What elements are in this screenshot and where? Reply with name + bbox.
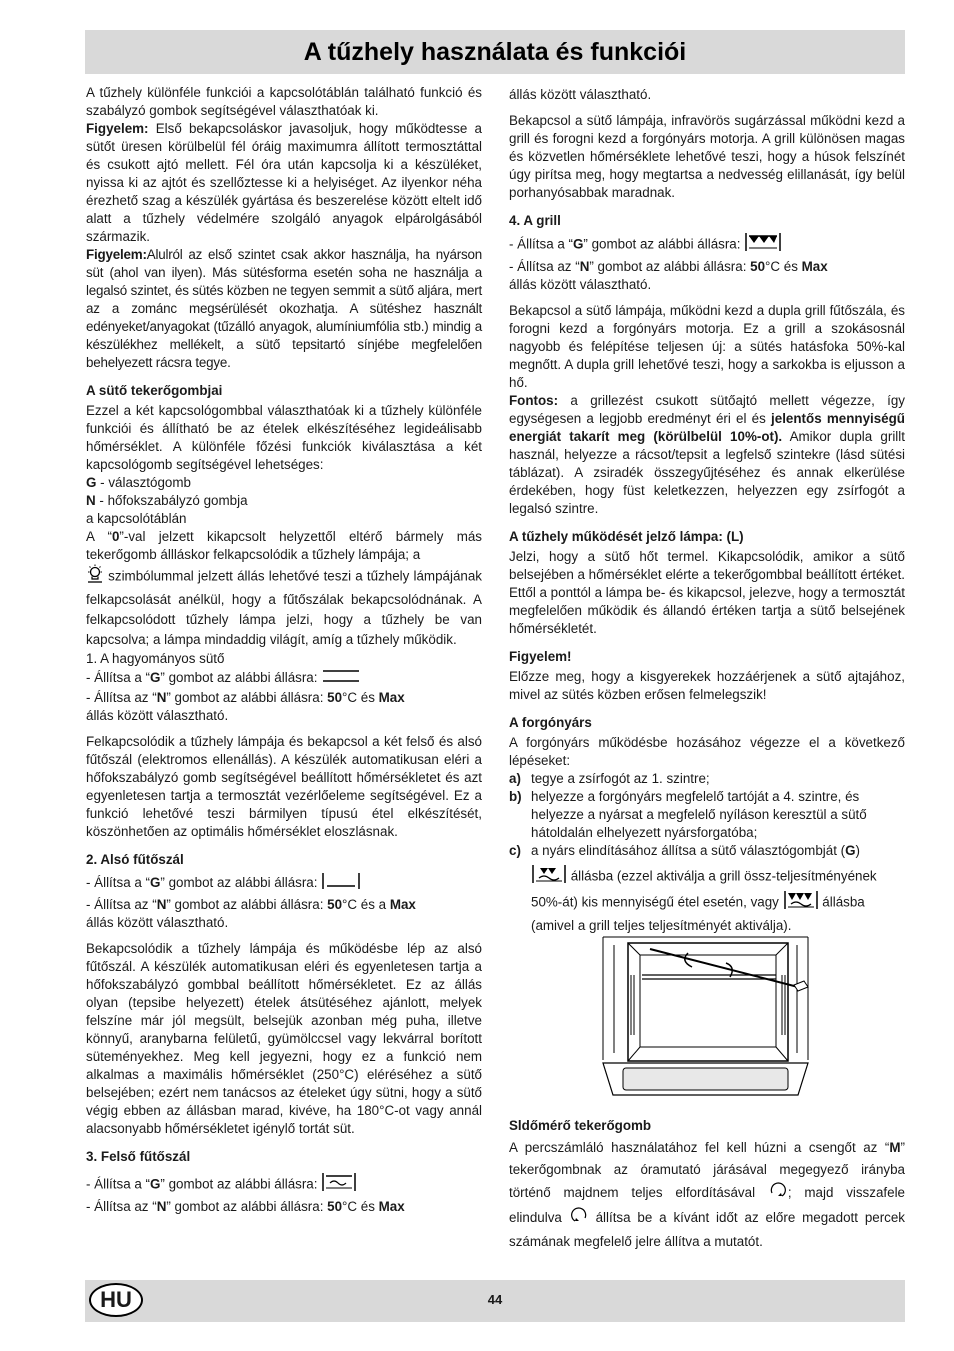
section-2-g-setting	[86, 871, 482, 896]
s4-n-50: 50	[750, 259, 766, 274]
s2-n-bold: N	[156, 897, 167, 912]
conventional-oven-icon	[321, 668, 361, 689]
knob-g-letter: G	[86, 475, 97, 490]
section-1-g-setting	[86, 668, 482, 689]
s1-n-50: 50	[327, 690, 343, 705]
s1-n-bold: N	[156, 690, 167, 705]
lamp-description: Jelzi, hogy a sütő hőt termel. Kikapcsolódik, amikor a sütő belsejében a hőmérséklet elérte a tekerőgombbal beállított értéket. Ettől a ponttól a lámpa be- és kikapcsol, jelezve, hogy a termosztát megfelelően működik és állandó értéken tartja a sütő belsejének hőmérsékletét.	[509, 549, 906, 636]
s1-n-deg: °C és	[342, 690, 379, 705]
s2-n-50: 50	[327, 897, 343, 912]
s4-n-max: Max	[801, 259, 828, 274]
list-item	[509, 770, 905, 788]
grill-full-icon	[783, 890, 819, 916]
timer-heading: Sldőmérő tekerőgomb	[509, 1118, 652, 1133]
s3-g-bold: G	[150, 1176, 161, 1192]
spit-c-bold: G	[845, 843, 856, 858]
section-3-description: Bekapcsol a sütő lámpája, infravörös sugárzással működni kezd a grill és forogni kezd a forgónyárs motorja. A grill különösen magas és közvetlen hőmérséklete lehetővé teszi, hogy a húsok felszínét úgy pirítsa meg, hogy megtartsa a nedvesség elillanását, így belül porhanyósabbak maradnak.	[509, 113, 905, 200]
section-2-range: állás között választható.	[86, 915, 229, 930]
s4-n-mid: ” gombot az alábbi állásra:	[589, 259, 751, 274]
section-3-g-setting	[86, 1172, 482, 1198]
s1-n-mid: ” gombot az alábbi állásra:	[166, 690, 328, 705]
footer-bar	[85, 1280, 905, 1322]
warning-first-use	[86, 120, 482, 246]
page-title: A tűzhely használata és funkciói	[303, 37, 687, 66]
knob-n-letter: N	[86, 493, 96, 508]
s4-g-post: ” gombot az alábbi állásra:	[583, 236, 741, 252]
section-4-description: Bekapcsol a sütő lámpája, működni kezd a dupla grill fűtőszála, és forogni kezd a forgónyárs motorja. Ez a grill a szokásosnál nagyobb és felépítése teljesen új: a sütés hatásfoka 50%-kal megnőtt. A dupla grill lehetővé teszi, hogy a sarkokba is eljusson a hő.	[509, 303, 905, 390]
clockwise-arrow-icon	[768, 1181, 788, 1206]
intro-text: A tűzhely különféle funkciói a kapcsolótáblán található funkció és szabályzó gombok segítségével választhatóak ki.	[86, 85, 482, 118]
important-label: Fontos:	[509, 393, 559, 408]
top-element-icon	[321, 1172, 357, 1198]
section-1-n-setting	[86, 689, 482, 707]
section-4-n-setting	[509, 258, 905, 276]
knob-g-text: - választógomb	[96, 475, 191, 490]
section-2-heading: 2. Alsó fűtőszál	[86, 852, 184, 867]
section-2-description: Bekapcsolódik a tűzhely lámpája és működésbe lép az alsó fűtőszál. A készülék automatikusan eléri és egyenletesen tartja a hőfokszabályzó gombbal beállított hőmérsékletet. Ez az állás olyan (tepsibe helyezett) ételek átsütéséhez ajánlott, melyek felszíne már jól megsült, belsejük azonban még puha, illetve könnyű, aranybarna felületű, gyümölccsel vagy lekvárral borított süteményekhez. Meg kell jegyezni, hogy ez a funkció nem alkalmas a maximális hőmérséklet (250°C) eléréséhez a sütő belsejében; ezért nem tanácsos az ételeket úgy sütni, hogy a sütő végig ebben az állásban marad, kivéve, ha 180°C-ot vagy annál alacsonyabb hőmérsékletet igénylő tortát süt.	[86, 941, 482, 1136]
warning-label: Figyelem:	[86, 247, 147, 262]
timer-a: A percszámláló használatához fel kell húzni a csengőt az “	[509, 1140, 890, 1155]
timer-b: ” tekerőgombnak az óramutató járásával megegyező irányba történő majdnem teljes elfordításával	[509, 1140, 905, 1201]
zero-bold: 0	[111, 529, 120, 544]
spit-c2a: állásba (ezzel aktiválja a grill össz-teljesítményének 50%-át) kis mennyiségű étel esetén, vagy	[531, 868, 877, 910]
s4-g-pre: - Állítsa a “	[509, 236, 573, 252]
warning-heading: Figyelem!	[509, 649, 572, 664]
warning-description: Előzze meg, hogy a kisgyerekek hozzáérjenek a sütő ajtajához, mivel az sütés közben erősen felmelegszik!	[509, 669, 905, 702]
s3-g-post: ” gombot az alábbi állásra:	[160, 1176, 318, 1192]
s1-g-pre: - Állítsa a “	[86, 670, 150, 686]
counterclockwise-arrow-icon	[569, 1206, 589, 1231]
double-grill-icon	[744, 232, 782, 258]
s1-g-post: ” gombot az alábbi állásra:	[160, 670, 318, 686]
s3-g-pre: - Állítsa a “	[86, 1176, 150, 1192]
bottom-element-icon	[321, 871, 361, 896]
s2-n-deg: °C és a	[342, 897, 390, 912]
s3-n-max: Max	[378, 1199, 405, 1214]
timer-section	[509, 1117, 905, 1253]
list-item-text: tegye a zsírfogót az 1. szintre;	[531, 771, 710, 786]
list-item-text: helyezze a forgónyárs megfelelő tartóját a 4. szintre, és helyezze a nyársat a megfelelő nyíláson keresztül a sütő hátoldalán elhelyezett nyársforgatóba;	[531, 789, 867, 840]
important-text-1: a grillezést csukott sütőajtó mellett végezze, így egységesen a legjobb eredményt éri el és	[509, 393, 905, 426]
zero-text: ”-val jelzett kikapcsolt helyzettől eltérő bármely más tekerőgomb állláskor felkapcsolódik a tűzhely lámpája; a	[86, 529, 482, 562]
section-3-heading: 3. Felső fűtőszál	[86, 1149, 191, 1164]
list-item	[509, 788, 905, 842]
timer-m: M	[889, 1140, 901, 1155]
s4-g-bold: G	[573, 236, 584, 252]
page-number: 44	[487, 1292, 503, 1307]
rotisserie-oven-illustration	[598, 935, 813, 1100]
s3-n-pre: - Állítsa az “	[86, 1199, 157, 1214]
rotisserie-heading: A forgónyárs	[509, 715, 592, 730]
s2-n-mid: ” gombot az alábbi állásra:	[166, 897, 328, 912]
rotisserie-intro: A forgónyárs működésbe hozásához végezze el a következő lépéseket:	[509, 735, 905, 768]
knob-n-line	[86, 492, 482, 510]
timer-text	[509, 1137, 905, 1253]
section-3-range: állás között választható.	[509, 87, 652, 102]
s2-g-post: ” gombot az alábbi állásra:	[160, 875, 318, 891]
s3-n-mid: ” gombot az alábbi állásra:	[166, 1199, 328, 1214]
knob-panel: a kapcsolótáblán	[86, 511, 187, 526]
lamp-symbol-text	[86, 564, 482, 650]
right-column	[509, 86, 905, 936]
s2-g-bold: G	[150, 875, 161, 891]
s1-n-pre: - Állítsa az “	[86, 690, 157, 705]
section-2-n-setting	[86, 896, 482, 914]
list-item-label: c)	[509, 843, 521, 858]
s3-n-deg: °C és	[342, 1199, 379, 1214]
section-1-range: állás között választható.	[86, 708, 229, 723]
section-4-range: állás között választható.	[509, 277, 652, 292]
s1-n-max: Max	[378, 690, 405, 705]
s4-n-pre: - Állítsa az “	[509, 259, 580, 274]
list-item	[509, 842, 905, 860]
left-column	[86, 84, 482, 1216]
lamp-symbol-icon	[86, 564, 104, 590]
lamp-heading: A tűzhely működését jelző lámpa: (L)	[509, 529, 744, 544]
warning-label: Figyelem:	[86, 121, 149, 136]
s2-n-max: Max	[389, 897, 416, 912]
knob-g-line	[86, 474, 482, 492]
list-item-label: b)	[509, 789, 522, 804]
zero-pre: A “	[86, 529, 112, 544]
grill-half-icon	[531, 864, 567, 890]
knob-n-text: - hőfokszabályzó gombja	[95, 493, 248, 508]
section-4-g-setting	[509, 232, 905, 258]
s3-n-50: 50	[327, 1199, 343, 1214]
knobs-text: Ezzel a két kapcsológombbal választhatóak ki a tűzhely különféle funkciói és állítható be az ételek elkészítéséhez legideálisabb hőmérséklet. A különféle főzési funkciók kiválasztása a két kapcsológomb segítségével lehetséges:	[86, 403, 482, 472]
lamp-text: szimbólummal jelzett állás lehetővé teszi a tűzhely lámpájának felkapcsolását anélkül, hogy a fűtőszálak bekapcsolódnának. A felkapcsolódott tűzhely lámpa jelzi, hogy a tűzhely be van kapcsolva; a lámpa mindaddig világít, amíg a tűzhely működik.	[86, 568, 482, 647]
s4-n-bold: N	[579, 259, 590, 274]
s1-g-bold: G	[150, 670, 161, 686]
s2-n-pre: - Állítsa az “	[86, 897, 157, 912]
important-bold: jelentős mennyiségű energiát takarít meg (körülbelül 10%-ot).	[509, 411, 905, 444]
title-bar	[85, 30, 905, 74]
spit-c-text: a nyárs elindításához állítsa a sütő választógombját (	[531, 843, 846, 858]
list-item-text	[531, 842, 905, 860]
s3-n-bold: N	[156, 1199, 167, 1214]
important-note	[509, 392, 905, 518]
zero-position-text	[86, 528, 482, 564]
section-4-heading: 4. A grill	[509, 213, 561, 228]
s4-n-deg: °C és	[765, 259, 802, 274]
warning-text: Első bekapcsoláskor javasoljuk, hogy működtesse a sütőt üresen körülbelül fél óráig maximumra állított termosztáttal és csukott ajtó mellett. Fél óra után kapcsolja ki a készüléket, nyissa ki az ajtót és szellőztesse ki a helyiséget. Az ilyenkor néha érezhető szag a készülék gyártása és beszerelése között eltelt idő alatt a tűzhely védelmére szolgáló anyagok elpárolgásából származik.	[86, 121, 482, 244]
rotisserie-positions	[509, 864, 905, 936]
language-badge: HU	[89, 1283, 143, 1317]
important-text-2: Amikor dupla grillt használ, helyezze a rácsot/tepsit a legfelső szintekre (lásd sütési táblázat). A zsiradék összegyűjtéséhez és annak elkerülése érdekében, hogy füst keletkezzen, helyezzen egy zsírfogót a legalsó szintre.	[509, 429, 905, 516]
warning-text: Alulról az első szintet csak akkor használja, ha nyárson süt (ahol van ilyen). Más sütésforma esetén soha ne használja a legalsó szintet, és sütés közben ne tegyen semmit a sütő aljára, mert az a zománc megsérülését okozhatja. A sütéshez használt edényeket/anyagokat (tűzálló anyagok, alumíniumfólia stb.) mindig a készülékhez mellékelt, a sütő tepsitartó sínjébe megfelelően behelyezett rácsra tegye.	[86, 247, 482, 370]
warning-lowest-level	[86, 246, 482, 372]
timer-d: állítsa be a kívánt időt az előre megadott percek számának megfelelő jelre állítva a mutatót.	[509, 1210, 906, 1249]
spit-c2b: állásba (amivel a grill teljes teljesítményét aktiválja).	[531, 894, 865, 933]
list-item-label: a)	[509, 771, 521, 786]
section-3-n-setting	[86, 1198, 482, 1216]
section-1-heading: 1. A hagyományos sütő	[86, 651, 225, 666]
s2-g-pre: - Állítsa a “	[86, 875, 150, 891]
timer-c: ; majd visszafele elindulva	[509, 1185, 905, 1226]
knobs-heading: A sütő tekerőgombjai	[86, 383, 223, 398]
spit-c-close: )	[855, 843, 860, 858]
section-1-description: Felkapcsolódik a tűzhely lámpája és bekapcsol a két felső és alsó fűtőszál (elektromos ellenállás). A készülék automatikusan eléri a hőfokszabályzó gomb segítségével beállított hőmérsékletet és azt egyenletesen tartja a termosztát vezérlőeleme segítségével. Ez a funkció lehetővé teszi bármilyen típusú étel elkészítését, köszönhetően az optimális hőmérséklet eloszlásnak.	[86, 734, 482, 839]
